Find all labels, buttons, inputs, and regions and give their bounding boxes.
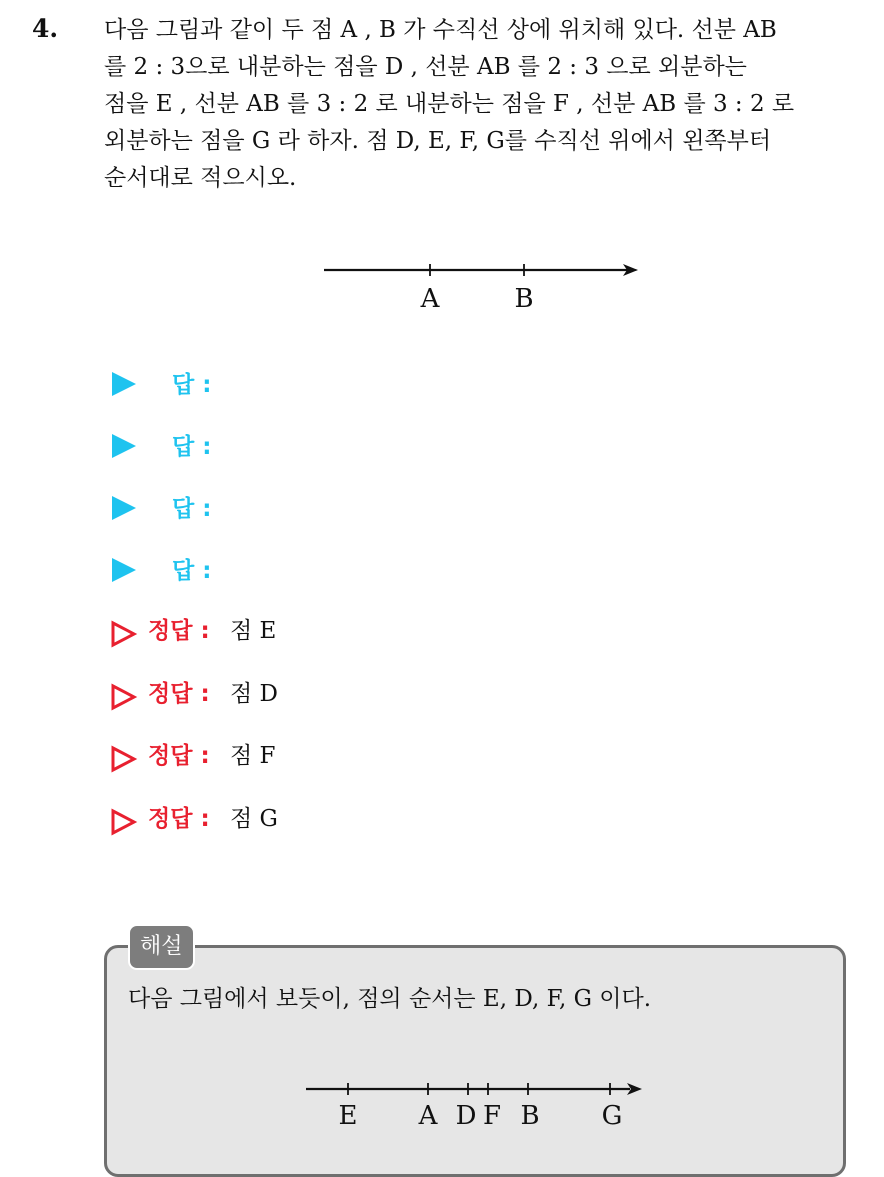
point-label-e: E [338, 1101, 358, 1131]
answer-label: 답 : [172, 372, 212, 398]
point-label-d: D [455, 1101, 477, 1131]
explanation-text: 다음 그림에서 보듯이, 점의 순서는 E, D, F, G 이다. [128, 986, 652, 1012]
answer-label: 답 : [172, 496, 212, 522]
triangle-outline-icon [110, 808, 138, 836]
triangle-filled-icon [112, 496, 136, 520]
solution-value: 점 D [230, 680, 278, 707]
answer-row [108, 362, 808, 424]
explanation-tab: 해설 [128, 924, 195, 970]
solution-row [108, 735, 808, 798]
solution-value: 점 E [230, 618, 277, 644]
solution-label: 정답 : [148, 618, 210, 644]
question-line: 외분하는 점을 G 라 하자. 점 D, E, F, G를 수직선 위에서 왼쪽부터 [104, 128, 772, 154]
solution-row [108, 610, 808, 673]
answer-list [108, 362, 808, 860]
triangle-outline-icon [110, 745, 138, 773]
question-number: 4. [32, 14, 59, 43]
question-line: 다음 그림과 같이 두 점 A , B 가 수직선 상에 위치해 있다. 선분 AB [104, 17, 777, 43]
question-line: 를 2 : 3으로 내분하는 점을 D , 선분 AB 를 2 : 3 으로 외분하는 [104, 54, 747, 80]
solution-label: 정답 : [148, 680, 210, 707]
solution-value: 점 F [230, 743, 276, 769]
solution-label: 정답 : [148, 743, 210, 769]
answer-label: 답 : [172, 434, 212, 460]
explanation-number-line [300, 1074, 650, 1134]
solution-row [108, 798, 808, 861]
point-label-g: G [601, 1101, 623, 1131]
triangle-outline-icon [110, 620, 138, 648]
question-number-line [320, 255, 650, 315]
point-label-b: B [520, 1101, 540, 1131]
answer-row [108, 548, 808, 610]
solution-row [108, 673, 808, 736]
solution-label: 정답 : [148, 805, 210, 832]
answer-row [108, 486, 808, 548]
point-label-b: B [514, 284, 534, 314]
triangle-filled-icon [112, 558, 136, 582]
point-label-a: A [418, 1101, 438, 1131]
question-line: 점을 E , 선분 AB 를 3 : 2 로 내분하는 점을 F , 선분 AB 를 3 : 2 로 [104, 91, 795, 117]
solution-value: 점 G [230, 805, 278, 832]
answer-label: 답 : [172, 558, 212, 584]
triangle-outline-icon [110, 683, 138, 711]
triangle-filled-icon [112, 434, 136, 458]
point-label-f: F [482, 1101, 502, 1131]
triangle-filled-icon [112, 372, 136, 396]
answer-row [108, 424, 808, 486]
question-line: 순서대로 적으시오. [104, 165, 297, 191]
point-label-a: A [420, 284, 440, 314]
question-text [104, 12, 860, 197]
